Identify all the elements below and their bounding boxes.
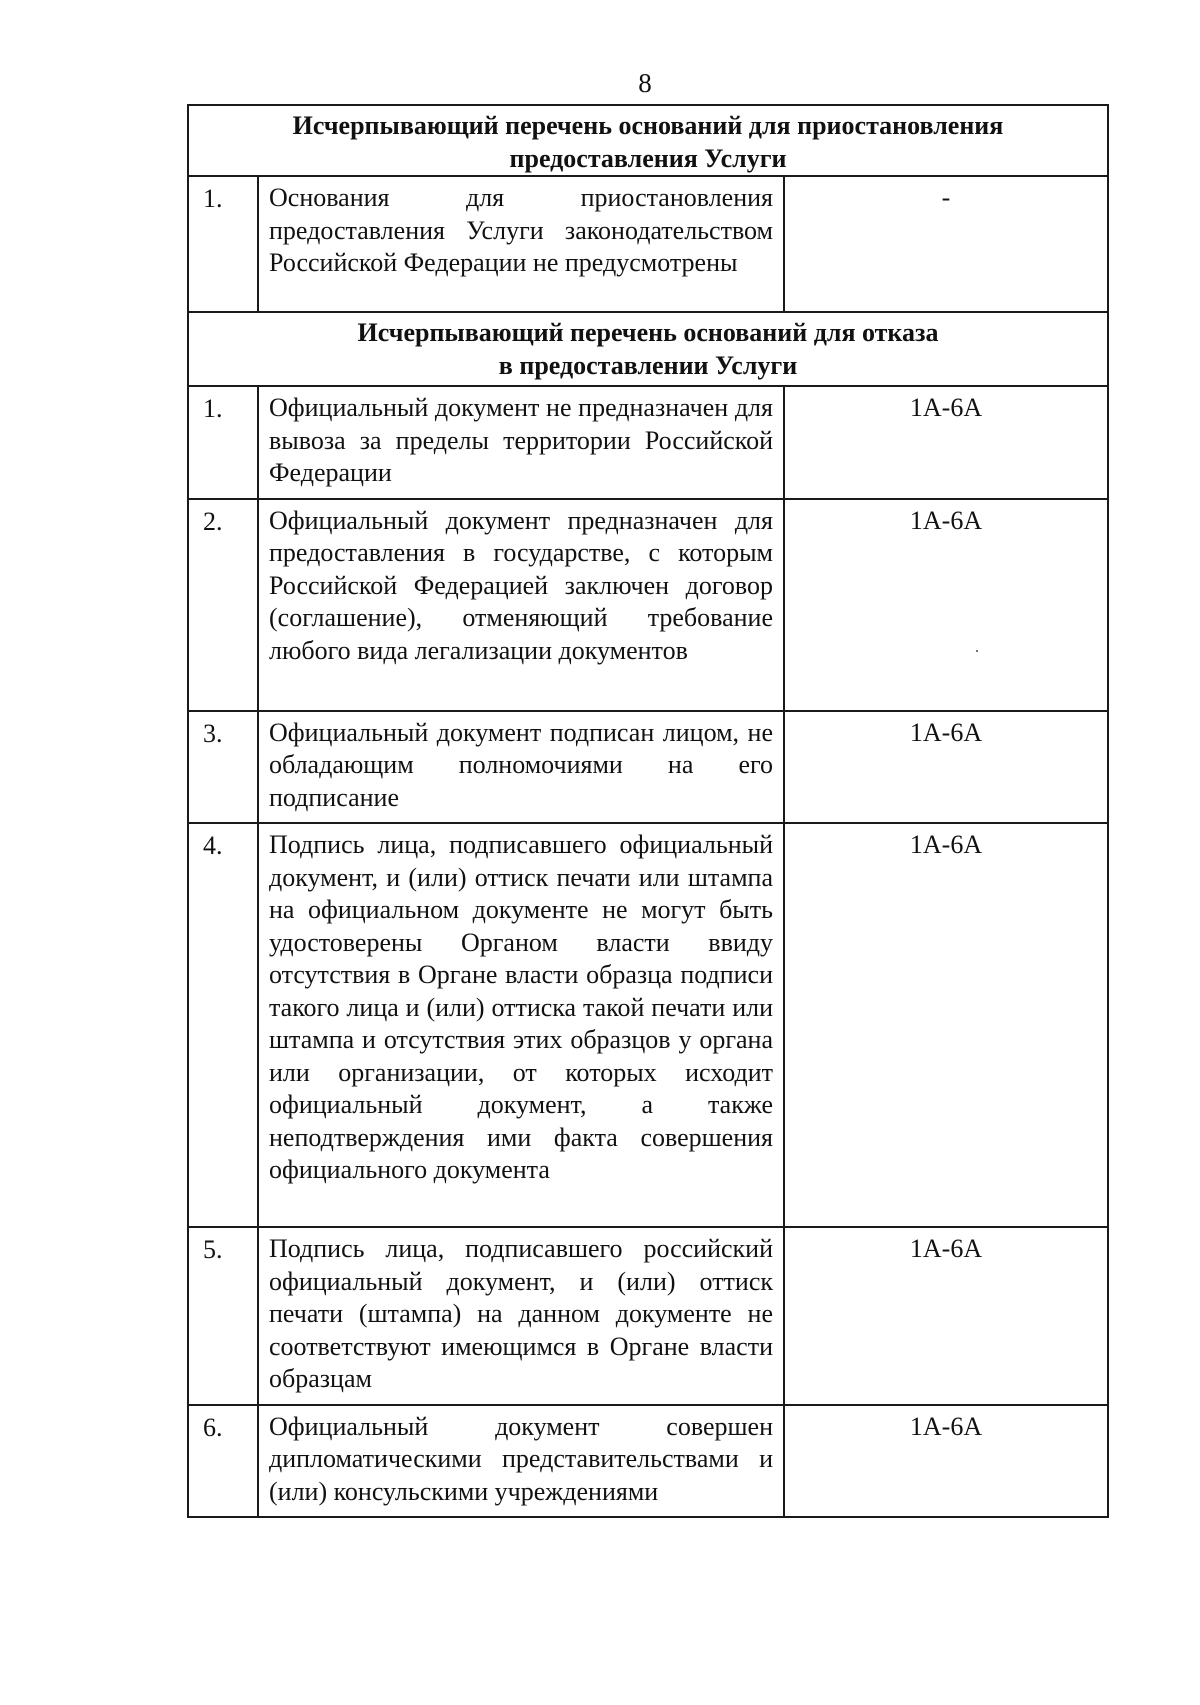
section-header-suspension-row — [188, 105, 1108, 176]
page-number: 8 — [638, 68, 652, 98]
row-code: 1А-6А — [784, 1405, 1108, 1518]
row-text: Основания для приостановления предоставления Услуги законодательством Российской Федерации не предусмотрены — [258, 176, 784, 312]
row-number: 6. — [188, 1405, 258, 1518]
row-number: 4. — [188, 823, 258, 1227]
row-number: 1. — [188, 176, 258, 312]
section-header-refusal-row — [188, 312, 1108, 386]
row-text: Официальный документ подписан лицом, не обладающим полномочиями на его подписание — [258, 711, 784, 824]
scan-speck — [976, 650, 978, 652]
section-header-refusal — [188, 312, 1108, 386]
row-number: 5. — [188, 1227, 258, 1405]
table-row — [188, 386, 1108, 499]
row-code: 1А-6А — [784, 711, 1108, 824]
row-code: - — [784, 176, 1108, 312]
row-code: 1А-6А — [784, 386, 1108, 499]
row-text: Официальный документ предназначен для предоставления в государстве, с которым Российской Федерацией заключен договор (соглашение), отменяющий требование любого вида легализации документов — [258, 499, 784, 711]
row-code: 1А-6А — [784, 499, 1108, 711]
row-code: 1А-6А — [784, 823, 1108, 1227]
section-header-suspension — [188, 105, 1108, 176]
row-number: 2. — [188, 499, 258, 711]
grounds-table — [187, 104, 1109, 1518]
section-header-line: Исчерпывающий перечень оснований для отказа — [357, 318, 939, 347]
row-text: Официальный документ не предназначен для вывоза за пределы территории Российской Федерации — [258, 386, 784, 499]
table-row — [188, 1405, 1108, 1518]
section-header-line: в предоставлении Услуги — [498, 350, 798, 380]
table-row — [188, 1227, 1108, 1405]
row-text: Подпись лица, подписавшего российский официальный документ, и (или) оттиск печати (штампа) на данном документе не соответствуют имеющимся в Органе власти образцам — [258, 1227, 784, 1405]
row-number: 1. — [188, 386, 258, 499]
table-row — [188, 823, 1108, 1227]
section-header-line: предоставления Услуги — [509, 143, 787, 173]
table-row — [188, 176, 1108, 312]
table-row — [188, 711, 1108, 824]
row-text: Официальный документ совершен дипломатическими представительствами и (или) консульскими учреждениями — [258, 1405, 784, 1518]
row-text: Подпись лица, подписавшего официальный документ, и (или) оттиск печати или штампа на официальном документе не могут быть удостоверены Органом власти ввиду отсутствия в Органе власти образца подписи такого лица и (или) оттиска такой печати или штампа и отсутствия этих образцов у органа или организации, от которых исходит официальный документ, а также неподтверждения ими факта совершения официального документа — [258, 823, 784, 1227]
row-number: 3. — [188, 711, 258, 824]
table-row — [188, 499, 1108, 711]
section-header-line: Исчерпывающий перечень оснований для приостановления — [292, 111, 1004, 140]
row-code: 1А-6А — [784, 1227, 1108, 1405]
